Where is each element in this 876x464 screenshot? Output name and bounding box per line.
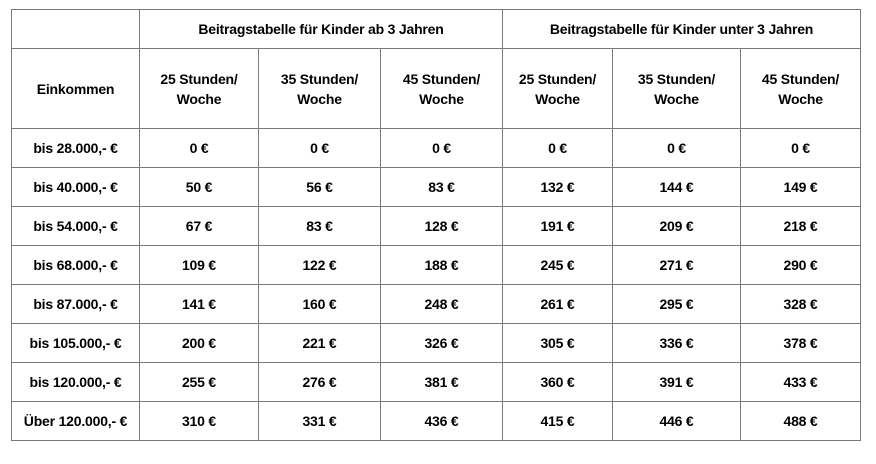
fee-cell: 83 € [259,207,381,246]
table-row [12,363,861,402]
hours-header-line2: Woche [419,90,464,107]
hours-header-line2: Woche [297,90,342,107]
income-bracket-cell: bis 28.000,- € [12,129,140,168]
fee-cell: 218 € [741,207,861,246]
fee-cell: 83 € [381,168,503,207]
group-header-row [12,10,861,49]
hours-header-line2: Woche [535,90,580,107]
fee-cell: 488 € [741,402,861,441]
fee-cell: 0 € [741,129,861,168]
income-bracket-cell: bis 120.000,- € [12,363,140,402]
fee-cell: 0 € [140,129,259,168]
fee-cell: 360 € [503,363,613,402]
fee-cell: 160 € [259,285,381,324]
fee-cell: 122 € [259,246,381,285]
fee-cell: 415 € [503,402,613,441]
fee-cell: 188 € [381,246,503,285]
income-bracket-cell: Über 120.000,- € [12,402,140,441]
hours-header [613,49,741,129]
fee-cell: 128 € [381,207,503,246]
fee-cell: 446 € [613,402,741,441]
hours-header-line1: 45 Stunden/ [761,70,840,87]
table-row [12,285,861,324]
fee-cell: 328 € [741,285,861,324]
fee-cell: 255 € [140,363,259,402]
fee-cell: 436 € [381,402,503,441]
fee-cell: 336 € [613,324,741,363]
fee-cell: 271 € [613,246,741,285]
fee-cell: 0 € [613,129,741,168]
fee-cell: 290 € [741,246,861,285]
fee-cell: 132 € [503,168,613,207]
fee-cell: 141 € [140,285,259,324]
income-bracket-cell: bis 87.000,- € [12,285,140,324]
fee-cell: 381 € [381,363,503,402]
fee-cell: 245 € [503,246,613,285]
fee-cell: 261 € [503,285,613,324]
table-row [12,246,861,285]
hours-header [259,49,381,129]
table-row [12,129,861,168]
fee-cell: 295 € [613,285,741,324]
group-header-under-3: Beitragstabelle für Kinder unter 3 Jahren [503,10,861,49]
fee-cell: 433 € [741,363,861,402]
fee-cell: 0 € [259,129,381,168]
group-header-over-3: Beitragstabelle für Kinder ab 3 Jahren [140,10,503,49]
hours-header-line1: 35 Stunden/ [637,70,716,87]
hours-header-line1: 35 Stunden/ [280,70,359,87]
hours-header [140,49,259,129]
hours-header [381,49,503,129]
table-row [12,168,861,207]
fee-cell: 0 € [503,129,613,168]
fee-cell: 50 € [140,168,259,207]
table-row [12,207,861,246]
fee-cell: 305 € [503,324,613,363]
corner-cell [12,10,140,49]
fee-cell: 149 € [741,168,861,207]
table-row [12,324,861,363]
fee-cell: 56 € [259,168,381,207]
income-bracket-cell: bis 40.000,- € [12,168,140,207]
fee-cell: 276 € [259,363,381,402]
income-bracket-cell: bis 105.000,- € [12,324,140,363]
fee-cell: 221 € [259,324,381,363]
hours-header-line2: Woche [176,90,222,107]
fee-cell: 109 € [140,246,259,285]
fee-cell: 144 € [613,168,741,207]
fee-cell: 209 € [613,207,741,246]
fee-cell: 200 € [140,324,259,363]
hours-header [741,49,861,129]
hours-header [503,49,613,129]
fee-cell: 326 € [381,324,503,363]
fee-cell: 310 € [140,402,259,441]
hours-header-line1: 25 Stunden/ [160,70,238,87]
fee-cell: 391 € [613,363,741,402]
hours-header-row [12,49,861,129]
fee-cell: 0 € [381,129,503,168]
hours-header-line1: 25 Stunden/ [518,70,597,87]
fee-cell: 378 € [741,324,861,363]
fee-cell: 67 € [140,207,259,246]
fee-cell: 331 € [259,402,381,441]
fee-table [11,9,861,441]
income-bracket-cell: bis 54.000,- € [12,207,140,246]
table-row [12,402,861,441]
hours-header-line2: Woche [654,90,699,107]
income-bracket-cell: bis 68.000,- € [12,246,140,285]
income-header: Einkommen [12,49,140,129]
fee-cell: 248 € [381,285,503,324]
fee-cell: 191 € [503,207,613,246]
hours-header-line1: 45 Stunden/ [402,70,481,87]
hours-header-line2: Woche [778,90,823,107]
